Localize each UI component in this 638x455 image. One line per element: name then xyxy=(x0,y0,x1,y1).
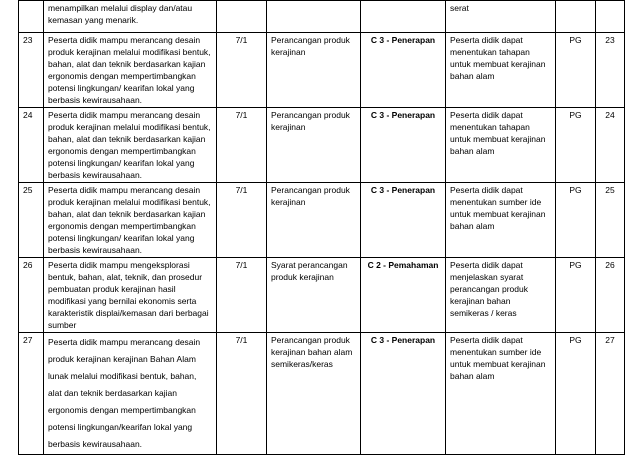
indicator-cell: Peserta didik dapat menentukan sumber ide untuk membuat kerajinan bahan alam xyxy=(446,333,556,455)
form-cell: PG xyxy=(556,108,596,183)
table-row xyxy=(19,33,625,108)
material-cell: Perancangan produk kerajinan bahan alam semikeras/keras xyxy=(267,333,361,455)
form-cell: PG xyxy=(556,258,596,333)
form-cell: PG xyxy=(556,183,596,258)
level-cell: C 2 - Pemahaman xyxy=(361,258,446,333)
class-cell: 7/1 xyxy=(217,183,267,258)
objective-cell: Peserta didik mampu merancang desain produk kerajinan melalui modifikasi bentuk, bahan, alat dan teknik berdasarkan kajian ergonomis dengan mempertimbangkan potensi lingkungan/ kearifan lokal yang berbasis kewirausahaan. xyxy=(44,108,217,183)
indicator-cell: Peserta didik dapat menjelaskan syarat perancangan produk kerajinan bahan semikeras / keras xyxy=(446,258,556,333)
indicator-cell: Peserta didik dapat menentukan tahapan untuk membuat kerajinan bahan alam xyxy=(446,108,556,183)
no-cell: 23 xyxy=(19,33,44,108)
level-cell: C 3 - Penerapan xyxy=(361,33,446,108)
level-cell xyxy=(361,1,446,33)
class-cell: 7/1 xyxy=(217,333,267,455)
objective-cell: Peserta didik mampu mengeksplorasi bentuk, bahan, alat, teknik, dan prosedur pembuatan produk kerajinan hasil modifikasi yang bernilai ekonomis serta karakteristik displai/kemasan dari berbagai sumber xyxy=(44,258,217,333)
material-cell: Syarat perancangan produk kerajinan xyxy=(267,258,361,333)
kisi-kisi-table xyxy=(18,0,625,455)
table-row xyxy=(19,258,625,333)
item-cell: 25 xyxy=(596,183,625,258)
item-cell: 23 xyxy=(596,33,625,108)
indicator-cell: serat xyxy=(446,1,556,33)
objective-cell: Peserta didik mampu merancang desain produk kerajinan melalui modifikasi bentuk, bahan, alat dan teknik berdasarkan kajian ergonomis dengan mempertimbangkan potensi lingkungan/ kearifan lokal yang berbasis kewirausahaan. xyxy=(44,33,217,108)
material-cell xyxy=(267,1,361,33)
no-cell: 26 xyxy=(19,258,44,333)
item-cell: 27 xyxy=(596,333,625,455)
form-cell: PG xyxy=(556,333,596,455)
form-cell: PG xyxy=(556,33,596,108)
item-cell: 24 xyxy=(596,108,625,183)
form-cell xyxy=(556,1,596,33)
table-row xyxy=(19,108,625,183)
class-cell: 7/1 xyxy=(217,108,267,183)
no-cell: 24 xyxy=(19,108,44,183)
material-cell: Perancangan produk kerajinan xyxy=(267,33,361,108)
class-cell: 7/1 xyxy=(217,258,267,333)
class-cell xyxy=(217,1,267,33)
level-cell: C 3 - Penerapan xyxy=(361,108,446,183)
table-row xyxy=(19,183,625,258)
level-cell: C 3 - Penerapan xyxy=(361,183,446,258)
material-cell: Perancangan produk kerajinan xyxy=(267,183,361,258)
item-cell xyxy=(596,1,625,33)
table-row-continued xyxy=(19,1,625,33)
class-cell: 7/1 xyxy=(217,33,267,108)
level-cell: C 3 - Penerapan xyxy=(361,333,446,455)
objective-cell: menampilkan melalui display dan/atau kemasan yang menarik. xyxy=(44,1,217,33)
material-cell: Perancangan produk kerajinan xyxy=(267,108,361,183)
indicator-cell: Peserta didik dapat menentukan tahapan untuk membuat kerajinan bahan alam xyxy=(446,33,556,108)
objective-cell: Peserta didik mampu merancang desain produk kerajinan kerajinan Bahan Alam lunak melalui modifikasi bentuk, bahan, alat dan teknik berdasarkan kajian ergonomis dengan mempertimbangkan potensi lingkungan/kearifan lokal yang berbasis kewirausahaan. xyxy=(44,333,217,455)
item-cell: 26 xyxy=(596,258,625,333)
indicator-cell: Peserta didik dapat menentukan sumber ide untuk membuat kerajinan bahan alam xyxy=(446,183,556,258)
no-cell: 25 xyxy=(19,183,44,258)
objective-cell: Peserta didik mampu merancang desain produk kerajinan melalui modifikasi bentuk, bahan, alat dan teknik berdasarkan kajian ergonomis dengan mempertimbangkan potensi lingkungan/ kearifan lokal yang berbasis kewirausahaan. xyxy=(44,183,217,258)
no-cell xyxy=(19,1,44,33)
no-cell: 27 xyxy=(19,333,44,455)
table-row xyxy=(19,333,625,455)
